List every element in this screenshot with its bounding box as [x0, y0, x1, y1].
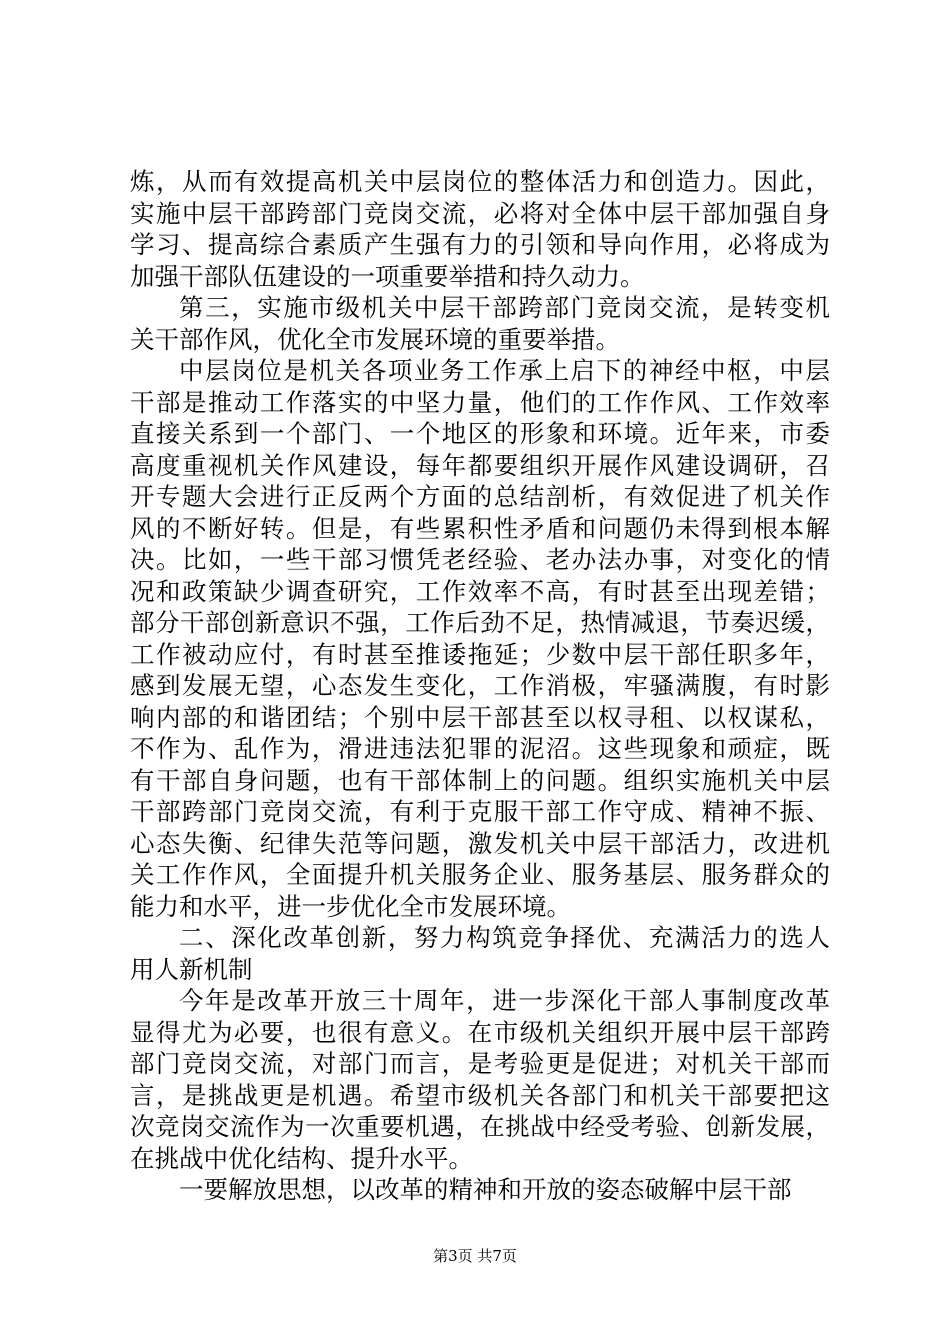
text-line: 炼，从而有效提高机关中层岗位的整体活力和创造力。因此， [130, 167, 830, 196]
text-line: 一要解放思想，以改革的精神和开放的姿态破解中层干部 [179, 1175, 792, 1204]
text-line: 心态失衡、纪律失范等问题，激发机关中层干部活力，改进机 [130, 828, 830, 858]
text-line: 工作被动应付，有时甚至推诿拖延；少数中层干部任职多年， [130, 639, 830, 669]
text-line: 中层岗位是机关各项业务工作承上启下的神经中枢，中层 [179, 356, 830, 385]
text-line: 高度重视机关作风建设，每年都要组织开展作风建设调研，召 [130, 450, 830, 480]
text-line: 显得尤为必要，也很有意义。在市级机关组织开展中层干部跨 [130, 1017, 830, 1047]
text-line: 有干部自身问题，也有干部体制上的问题。组织实施机关中层 [130, 765, 830, 795]
text-line: 次竞岗交流作为一次重要机遇，在挑战中经受考验、创新发展， [130, 1112, 830, 1141]
text-line: 部分干部创新意识不强，工作后劲不足，热情减退，节奏迟缓， [130, 608, 830, 637]
text-line: 言，是挑战更是机遇。希望市级机关各部门和机关干部要把这 [130, 1080, 830, 1110]
text-line: 干部跨部门竞岗交流，有利于克服干部工作守成、精神不振、 [130, 797, 830, 826]
paragraph [130, 1174, 830, 1206]
text-line: 加强干部队伍建设的一项重要举措和持久动力。 [130, 261, 645, 291]
text-line: 响内部的和谐团结；个别中层干部甚至以权寻租、以权谋私， [130, 702, 830, 732]
paragraph [130, 922, 830, 985]
text-line: 不作为、乱作为，滑进违法犯罪的泥沼。这些现象和顽症，既 [130, 734, 830, 763]
paragraph [130, 292, 830, 355]
text-line: 在挑战中优化结构、提升水平。 [130, 1143, 473, 1173]
paragraph [130, 166, 830, 292]
text-line: 开专题大会进行正反两个方面的总结剖析，有效促进了机关作 [130, 482, 830, 511]
body-text [130, 166, 830, 1206]
text-line: 感到发展无望，心态发生变化，工作消极，牢骚满腹，有时影 [130, 671, 830, 700]
text-line: 干部是推动工作落实的中坚力量，他们的工作作风、工作效率 [130, 387, 830, 417]
text-line: 学习、提高综合素质产生强有力的引领和导向作用，必将成为 [130, 230, 830, 259]
text-line: 关工作作风，全面提升机关服务企业、服务基层、服务群众的 [130, 860, 830, 889]
paragraph [130, 355, 830, 922]
text-line: 二、深化改革创新，努力构筑竞争择优、充满活力的选人 [179, 923, 830, 952]
text-line: 决。比如，一些干部习惯凭老经验、老办法办事，对变化的情 [130, 545, 830, 574]
text-line: 今年是改革开放三十周年，进一步深化干部人事制度改革 [179, 986, 830, 1015]
text-line: 用人新机制 [130, 954, 253, 984]
text-line: 能力和水平，进一步优化全市发展环境。 [130, 891, 571, 921]
text-line: 部门竞岗交流，对部门而言，是考验更是促进；对机关干部而 [130, 1049, 830, 1078]
text-line: 况和政策缺少调查研究，工作效率不高，有时甚至出现差错； [130, 576, 830, 606]
text-line: 第三，实施市级机关中层干部跨部门竞岗交流，是转变机 [179, 293, 830, 322]
paragraph [130, 985, 830, 1174]
text-line: 直接关系到一个部门、一个地区的形象和环境。近年来，市委 [130, 419, 830, 448]
page-footer: 第3页 共7页 [433, 1247, 517, 1265]
text-line: 风的不断好转。但是，有些累积性矛盾和问题仍未得到根本解 [130, 513, 830, 543]
text-line: 实施中层干部跨部门竞岗交流，必将对全体中层干部加强自身 [130, 198, 830, 228]
text-line: 关干部作风，优化全市发展环境的重要举措。 [130, 324, 620, 354]
